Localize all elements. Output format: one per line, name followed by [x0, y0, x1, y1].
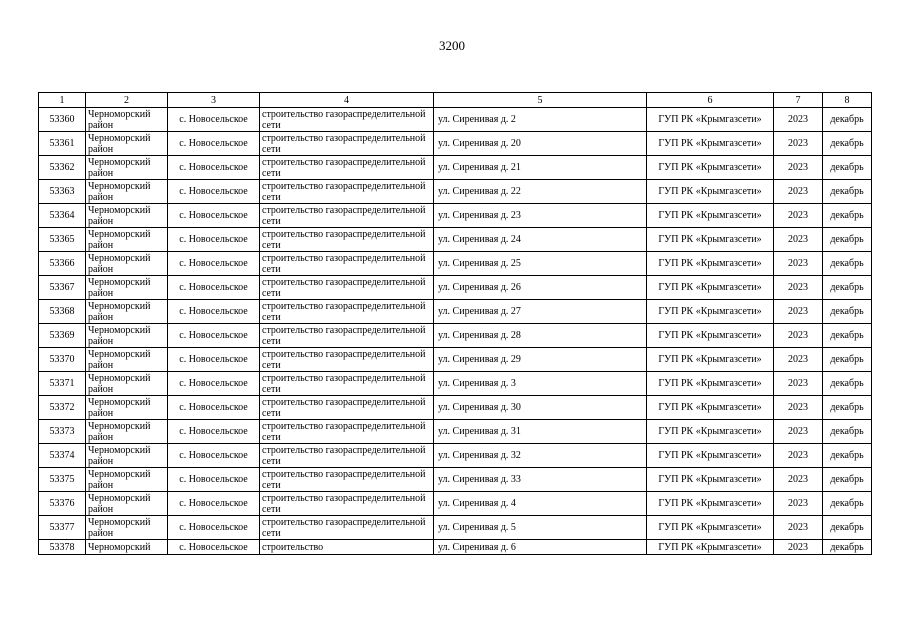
work-type-cell: строительство газораспределительной сети: [260, 324, 434, 348]
work-type-cell: строительство газораспределительной сети: [260, 396, 434, 420]
header-cell: 2: [86, 93, 168, 108]
row-number-cell: 53368: [39, 300, 86, 324]
year-cell: 2023: [774, 276, 823, 300]
year-cell: 2023: [774, 420, 823, 444]
month-cell: декабрь: [823, 540, 872, 555]
month-cell: декабрь: [823, 468, 872, 492]
district-cell: Черноморский район: [86, 132, 168, 156]
month-cell: декабрь: [823, 324, 872, 348]
settlement-cell: с. Новосельское: [168, 132, 260, 156]
organization-cell: ГУП РК «Крымгазсети»: [647, 228, 774, 252]
district-cell: Черноморский район: [86, 324, 168, 348]
address-cell: ул. Сиренивая д. 25: [434, 252, 647, 276]
month-cell: декабрь: [823, 108, 872, 132]
header-cell: 6: [647, 93, 774, 108]
table-row: [39, 444, 872, 468]
year-cell: 2023: [774, 156, 823, 180]
row-number-cell: 53376: [39, 492, 86, 516]
district-cell: Черноморский район: [86, 180, 168, 204]
work-type-cell: строительство газораспределительной сети: [260, 492, 434, 516]
year-cell: 2023: [774, 228, 823, 252]
header-cell: 7: [774, 93, 823, 108]
settlement-cell: с. Новосельское: [168, 180, 260, 204]
table-row: [39, 516, 872, 540]
row-number-cell: 53377: [39, 516, 86, 540]
address-cell: ул. Сиренивая д. 5: [434, 516, 647, 540]
organization-cell: ГУП РК «Крымгазсети»: [647, 156, 774, 180]
work-type-cell: строительство газораспределительной сети: [260, 180, 434, 204]
year-cell: 2023: [774, 180, 823, 204]
row-number-cell: 53362: [39, 156, 86, 180]
organization-cell: ГУП РК «Крымгазсети»: [647, 348, 774, 372]
table-row: [39, 396, 872, 420]
organization-cell: ГУП РК «Крымгазсети»: [647, 468, 774, 492]
row-number-cell: 53371: [39, 372, 86, 396]
table-row: [39, 228, 872, 252]
row-number-cell: 53374: [39, 444, 86, 468]
table-row: [39, 180, 872, 204]
work-type-cell: строительство газораспределительной сети: [260, 444, 434, 468]
table-row: [39, 300, 872, 324]
address-cell: ул. Сиренивая д. 22: [434, 180, 647, 204]
district-cell: Черноморский район: [86, 492, 168, 516]
organization-cell: ГУП РК «Крымгазсети»: [647, 276, 774, 300]
work-type-cell: строительство газораспределительной сети: [260, 108, 434, 132]
work-type-cell: строительство газораспределительной сети: [260, 468, 434, 492]
table-row: [39, 492, 872, 516]
table-row: [39, 324, 872, 348]
settlement-cell: с. Новосельское: [168, 468, 260, 492]
address-cell: ул. Сиренивая д. 27: [434, 300, 647, 324]
address-cell: ул. Сиренивая д. 31: [434, 420, 647, 444]
row-number-cell: 53372: [39, 396, 86, 420]
month-cell: декабрь: [823, 276, 872, 300]
address-cell: ул. Сиренивая д. 3: [434, 372, 647, 396]
district-cell: Черноморский район: [86, 228, 168, 252]
work-type-cell: строительство газораспределительной сети: [260, 348, 434, 372]
settlement-cell: с. Новосельское: [168, 300, 260, 324]
table-row: [39, 372, 872, 396]
organization-cell: ГУП РК «Крымгазсети»: [647, 396, 774, 420]
district-cell: Черноморский район: [86, 444, 168, 468]
district-cell: Черноморский район: [86, 468, 168, 492]
organization-cell: ГУП РК «Крымгазсети»: [647, 180, 774, 204]
month-cell: декабрь: [823, 348, 872, 372]
settlement-cell: с. Новосельское: [168, 108, 260, 132]
address-cell: ул. Сиренивая д. 2: [434, 108, 647, 132]
work-type-cell: строительство газораспределительной сети: [260, 372, 434, 396]
year-cell: 2023: [774, 204, 823, 228]
settlement-cell: с. Новосельское: [168, 516, 260, 540]
organization-cell: ГУП РК «Крымгазсети»: [647, 108, 774, 132]
month-cell: декабрь: [823, 300, 872, 324]
year-cell: 2023: [774, 348, 823, 372]
month-cell: декабрь: [823, 180, 872, 204]
month-cell: декабрь: [823, 156, 872, 180]
address-cell: ул. Сиренивая д. 6: [434, 540, 647, 555]
address-cell: ул. Сиренивая д. 33: [434, 468, 647, 492]
month-cell: декабрь: [823, 420, 872, 444]
organization-cell: ГУП РК «Крымгазсети»: [647, 372, 774, 396]
year-cell: 2023: [774, 444, 823, 468]
district-cell: Черноморский район: [86, 300, 168, 324]
settlement-cell: с. Новосельское: [168, 252, 260, 276]
organization-cell: ГУП РК «Крымгазсети»: [647, 324, 774, 348]
table-row: [39, 252, 872, 276]
row-number-cell: 53360: [39, 108, 86, 132]
row-number-cell: 53375: [39, 468, 86, 492]
settlement-cell: с. Новосельское: [168, 372, 260, 396]
work-type-cell: строительство газораспределительной сети: [260, 228, 434, 252]
table-row: [39, 156, 872, 180]
work-type-cell: строительство газораспределительной сети: [260, 276, 434, 300]
work-type-cell: строительство газораспределительной сети: [260, 156, 434, 180]
address-cell: ул. Сиренивая д. 28: [434, 324, 647, 348]
district-cell: Черноморский район: [86, 420, 168, 444]
address-cell: ул. Сиренивая д. 29: [434, 348, 647, 372]
settlement-cell: с. Новосельское: [168, 444, 260, 468]
month-cell: декабрь: [823, 252, 872, 276]
year-cell: 2023: [774, 372, 823, 396]
work-type-cell: строительство газораспределительной сети: [260, 252, 434, 276]
organization-cell: ГУП РК «Крымгазсети»: [647, 204, 774, 228]
row-number-cell: 53369: [39, 324, 86, 348]
year-cell: 2023: [774, 516, 823, 540]
organization-cell: ГУП РК «Крымгазсети»: [647, 516, 774, 540]
month-cell: декабрь: [823, 372, 872, 396]
address-cell: ул. Сиренивая д. 26: [434, 276, 647, 300]
header-cell: 5: [434, 93, 647, 108]
settlement-cell: с. Новосельское: [168, 348, 260, 372]
work-type-cell: строительство газораспределительной сети: [260, 516, 434, 540]
month-cell: декабрь: [823, 204, 872, 228]
settlement-cell: с. Новосельское: [168, 276, 260, 300]
work-type-cell: строительство: [260, 540, 434, 555]
address-cell: ул. Сиренивая д. 32: [434, 444, 647, 468]
year-cell: 2023: [774, 252, 823, 276]
month-cell: декабрь: [823, 516, 872, 540]
district-cell: Черноморский район: [86, 252, 168, 276]
table-row: [39, 132, 872, 156]
table-row: [39, 540, 872, 555]
row-number-cell: 53364: [39, 204, 86, 228]
district-cell: Черноморский район: [86, 108, 168, 132]
settlement-cell: с. Новосельское: [168, 540, 260, 555]
work-type-cell: строительство газораспределительной сети: [260, 300, 434, 324]
work-type-cell: строительство газораспределительной сети: [260, 420, 434, 444]
district-cell: Черноморский район: [86, 372, 168, 396]
year-cell: 2023: [774, 492, 823, 516]
table-row: [39, 420, 872, 444]
address-cell: ул. Сиренивая д. 30: [434, 396, 647, 420]
district-cell: Черноморский район: [86, 516, 168, 540]
year-cell: 2023: [774, 540, 823, 555]
organization-cell: ГУП РК «Крымгазсети»: [647, 492, 774, 516]
gas-network-registry-table: [38, 92, 872, 555]
district-cell: Черноморский: [86, 540, 168, 555]
month-cell: декабрь: [823, 132, 872, 156]
row-number-cell: 53363: [39, 180, 86, 204]
organization-cell: ГУП РК «Крымгазсети»: [647, 252, 774, 276]
year-cell: 2023: [774, 108, 823, 132]
table-row: [39, 468, 872, 492]
header-row: [39, 93, 872, 108]
organization-cell: ГУП РК «Крымгазсети»: [647, 300, 774, 324]
month-cell: декабрь: [823, 492, 872, 516]
row-number-cell: 53367: [39, 276, 86, 300]
organization-cell: ГУП РК «Крымгазсети»: [647, 132, 774, 156]
organization-cell: ГУП РК «Крымгазсети»: [647, 420, 774, 444]
address-cell: ул. Сиренивая д. 4: [434, 492, 647, 516]
year-cell: 2023: [774, 396, 823, 420]
address-cell: ул. Сиренивая д. 21: [434, 156, 647, 180]
table-row: [39, 204, 872, 228]
table-row: [39, 108, 872, 132]
table-row: [39, 348, 872, 372]
row-number-cell: 53373: [39, 420, 86, 444]
settlement-cell: с. Новосельское: [168, 420, 260, 444]
district-cell: Черноморский район: [86, 156, 168, 180]
month-cell: декабрь: [823, 228, 872, 252]
address-cell: ул. Сиренивая д. 24: [434, 228, 647, 252]
row-number-cell: 53365: [39, 228, 86, 252]
header-cell: 8: [823, 93, 872, 108]
page-number: 3200: [439, 38, 465, 53]
row-number-cell: 53361: [39, 132, 86, 156]
row-number-cell: 53366: [39, 252, 86, 276]
settlement-cell: с. Новосельское: [168, 396, 260, 420]
district-cell: Черноморский район: [86, 348, 168, 372]
header-cell: 3: [168, 93, 260, 108]
header-cell: 4: [260, 93, 434, 108]
work-type-cell: строительство газораспределительной сети: [260, 204, 434, 228]
month-cell: декабрь: [823, 444, 872, 468]
work-type-cell: строительство газораспределительной сети: [260, 132, 434, 156]
district-cell: Черноморский район: [86, 204, 168, 228]
year-cell: 2023: [774, 300, 823, 324]
district-cell: Черноморский район: [86, 396, 168, 420]
address-cell: ул. Сиренивая д. 20: [434, 132, 647, 156]
settlement-cell: с. Новосельское: [168, 492, 260, 516]
address-cell: ул. Сиренивая д. 23: [434, 204, 647, 228]
year-cell: 2023: [774, 468, 823, 492]
month-cell: декабрь: [823, 396, 872, 420]
header-cell: 1: [39, 93, 86, 108]
table-row: [39, 276, 872, 300]
year-cell: 2023: [774, 132, 823, 156]
organization-cell: ГУП РК «Крымгазсети»: [647, 540, 774, 555]
settlement-cell: с. Новосельское: [168, 228, 260, 252]
row-number-cell: 53370: [39, 348, 86, 372]
settlement-cell: с. Новосельское: [168, 156, 260, 180]
year-cell: 2023: [774, 324, 823, 348]
row-number-cell: 53378: [39, 540, 86, 555]
organization-cell: ГУП РК «Крымгазсети»: [647, 444, 774, 468]
settlement-cell: с. Новосельское: [168, 324, 260, 348]
district-cell: Черноморский район: [86, 276, 168, 300]
settlement-cell: с. Новосельское: [168, 204, 260, 228]
